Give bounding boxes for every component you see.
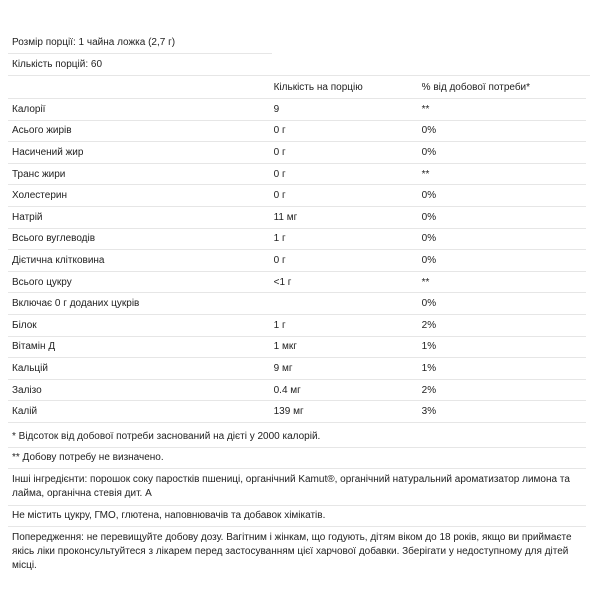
nutrient-name: Калій [8,401,270,423]
table-header-row [8,76,586,99]
table-row [8,206,586,228]
table-row [8,228,586,250]
ingredients-text: Інші інгредієнти: порошок соку паростків пшениці, органічний Kamut®, органічний натуральний ароматизатор лимона та лайма, органічна стевія дит. А [8,469,586,506]
nutrition-facts [8,32,590,423]
nutrient-name: Калорії [8,99,270,121]
table-row [8,99,586,121]
nutrient-daily-value: 1% [418,358,586,380]
table-row [8,293,586,315]
nutrient-daily-value: ** [418,271,586,293]
table-row [8,401,586,423]
nutrient-amount: 0 г [270,142,418,164]
table-row [8,163,586,185]
table-row [8,336,586,358]
nutrient-daily-value: 1% [418,336,586,358]
nutrient-daily-value: 0% [418,120,586,142]
nutrient-daily-value: 0% [418,142,586,164]
column-header-daily-value: % від добової потреби* [418,76,586,99]
free-of-text: Не містить цукру, ГМО, глютена, наповнювачів та добавок хімікатів. [8,506,586,527]
nutrient-amount: 0 г [270,120,418,142]
table-row [8,142,586,164]
nutrient-daily-value: 0% [418,228,586,250]
nutrient-amount: <1 г [270,271,418,293]
footnotes [8,425,586,577]
nutrient-amount: 9 мг [270,358,418,380]
table-row [8,271,586,293]
nutrient-amount: 0 г [270,163,418,185]
nutrient-amount [270,293,418,315]
nutrient-name: Кальцій [8,358,270,380]
nutrient-amount: 9 [270,99,418,121]
nutrient-name: Холестерин [8,185,270,207]
serving-size: Розмір порції: 1 чайна ложка (2,7 г) [8,32,272,54]
nutrient-name: Включає 0 г доданих цукрів [8,293,270,315]
column-header-nutrient [8,76,270,99]
warning-text: Попередження: не перевищуйте добову дозу. Вагітним і жінкам, що годують, дітям віком до 18 років, якщо ви приймаєте якісь ліки проконсультуйтеся з лікарем перед застосуванням цієї харчової добавки. Зберігати у недоступному для дітей місці. [12,532,572,571]
nutrient-daily-value: 0% [418,293,586,315]
column-header-amount: Кількість на порцію [270,76,418,99]
nutrient-daily-value: ** [418,163,586,185]
nutrient-name: Всього цукру [8,271,270,293]
table-row [8,185,586,207]
nutrient-daily-value: 0% [418,206,586,228]
nutrient-name: Асього жирів [8,120,270,142]
nutrient-name: Дієтична клітковина [8,250,270,272]
nutrient-name: Білок [8,314,270,336]
nutrient-name: Натрій [8,206,270,228]
nutrient-name: Всього вуглеводів [8,228,270,250]
nutrient-daily-value: ** [418,99,586,121]
nutrient-amount: 139 мг [270,401,418,423]
daily-value-footnote: * Відсоток від добової потреби заснований на дієті у 2000 калорій. [8,425,586,448]
nutrient-daily-value: 2% [418,314,586,336]
nutrient-amount: 0 г [270,250,418,272]
nutrient-daily-value: 2% [418,379,586,401]
table-row [8,358,586,380]
table-row [8,120,586,142]
nutrition-table [8,76,586,423]
nutrient-amount: 11 мг [270,206,418,228]
nutrient-name: Вітамін Д [8,336,270,358]
nutrient-name: Транс жири [8,163,270,185]
nutrient-name: Насичений жир [8,142,270,164]
nutrient-amount: 1 г [270,228,418,250]
nutrient-amount: 0.4 мг [270,379,418,401]
nutrient-name: Залізо [8,379,270,401]
table-row [8,379,586,401]
nutrient-daily-value: 3% [418,401,586,423]
nutrient-amount: 1 мкг [270,336,418,358]
table-row [8,314,586,336]
not-established-footnote: ** Добову потребу не визначено. [8,448,586,469]
servings-per-container: Кількість порцій: 60 [8,54,590,76]
nutrient-daily-value: 0% [418,250,586,272]
nutrient-amount: 0 г [270,185,418,207]
nutrient-amount: 1 г [270,314,418,336]
nutrient-daily-value: 0% [418,185,586,207]
table-row [8,250,586,272]
